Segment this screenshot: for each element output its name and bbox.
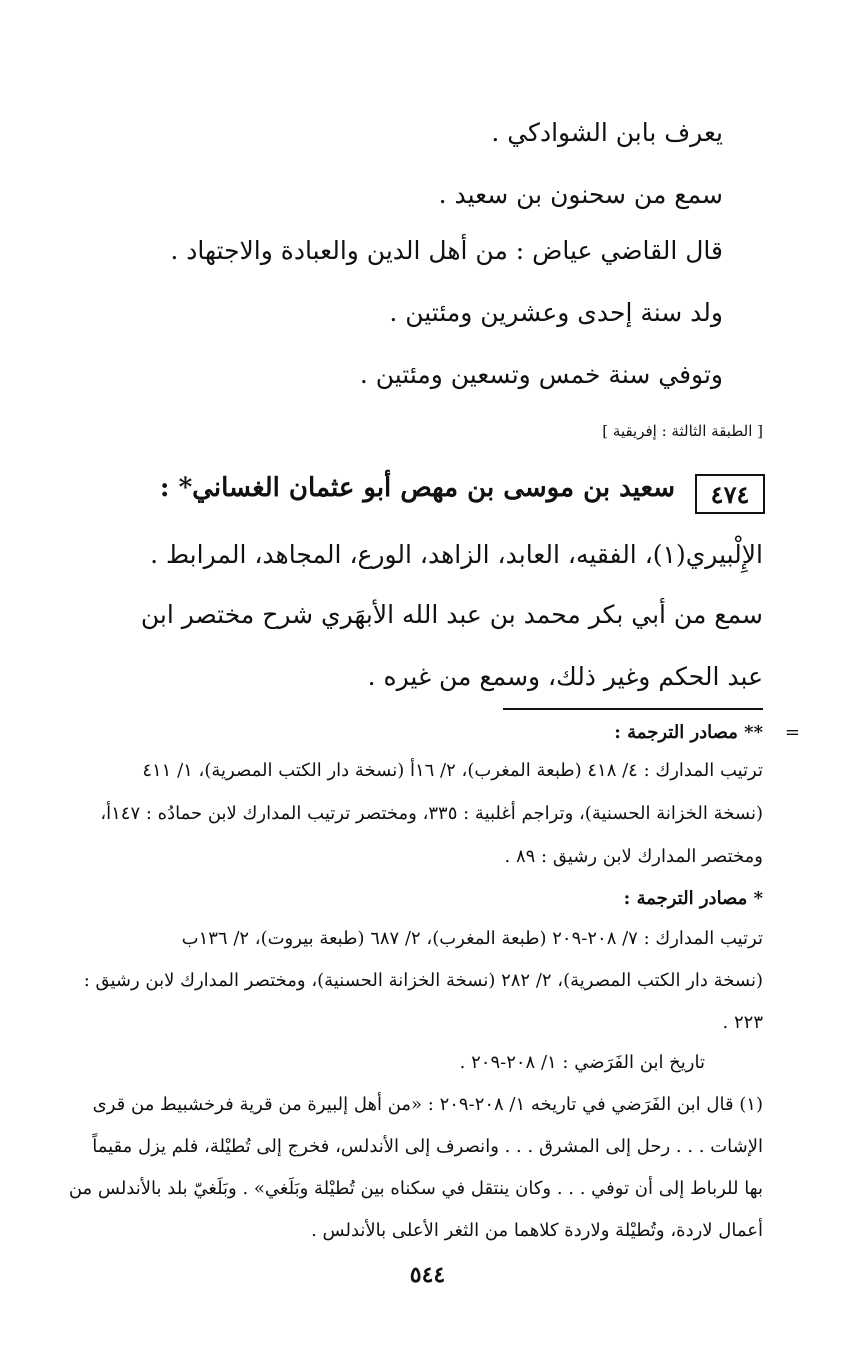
footnote-line: تاريخ ابن الفَرَضي : ١/ ٢٠٨-٢٠٩ . xyxy=(459,1052,705,1073)
footnote-line: بها للرباط إلى أن توفي . . . وكان ينتقل في سكناه بين تُطيْلة وبَلَغي» . وبَلَغيّ بلد بالأندلس من xyxy=(68,1178,763,1199)
footnote-line: ومختصر المدارك لابن رشيق : ٨٩ . xyxy=(504,846,763,867)
sources-heading: ** مصادر الترجمة : xyxy=(614,722,763,743)
tabaqa-label: [ الطبقة الثالثة : إفريقية ] xyxy=(602,422,763,440)
entry-number: ٤٧٤ xyxy=(710,479,750,509)
footnote-line: (نسخة دار الكتب المصرية)، ٢/ ٢٨٢ (نسخة الخزانة الحسنية)، ومختصر المدارك لابن رشيق : xyxy=(83,970,763,991)
main-text-line: وتوفي سنة خمس وتسعين ومئتين . xyxy=(359,360,723,389)
footnote-line: ٢٢٣ . xyxy=(722,1012,763,1033)
footnote-line: (١) قال ابن الفَرَضي في تاريخه ١/ ٢٠٨-٢٠٩ : «من أهل إلبيرة من قرية فرخشبيط من قرى xyxy=(92,1094,763,1115)
main-text-line: ولد سنة إحدى وعشرين ومئتين . xyxy=(389,298,723,327)
footnote-divider xyxy=(503,708,763,710)
entry-number-box xyxy=(695,474,765,514)
entry-title: سعيد بن موسى بن مهص أبو عثمان الغساني* : xyxy=(159,473,675,503)
sources-heading: * مصادر الترجمة : xyxy=(623,888,763,909)
entry-text-line: عبد الحكم وغير ذلك، وسمع من غيره . xyxy=(367,662,763,691)
main-text-line: يعرف بابن الشوادكي . xyxy=(491,118,723,147)
main-text-line: قال القاضي عياض : من أهل الدين والعبادة والاجتهاد . xyxy=(170,236,723,265)
main-text-line: سمع من سحنون بن سعيد . xyxy=(438,180,723,209)
footnote-line: الإشات . . . رحل إلى المشرق . . . وانصرف إلى الأندلس، فخرج إلى تُطيْلة، فلم يزل مقيماً xyxy=(92,1136,763,1157)
entry-text-line: سمع من أبي بكر محمد بن عبد الله الأبهَري شرح مختصر ابن xyxy=(140,600,763,629)
footnote-line: ترتيب المدارك : ٤/ ٤١٨ (طبعة المغرب)، ٢/ ١٦أ (نسخة دار الكتب المصرية)، ١/ ٤١١ xyxy=(142,760,763,781)
footnote-line: (نسخة الخزانة الحسنية)، وتراجم أغلبية : ٣٣٥، ومختصر ترتيب المدارك لابن حمادُه : ١٤٧أ، xyxy=(100,803,763,824)
entry-text-line: الإِلْبيري(١)، الفقيه، العابد، الزاهد، الورع، المجاهد، المرابط . xyxy=(150,540,763,569)
page-number: ٥٤٤ xyxy=(409,1262,446,1288)
footnote-line: أعمال لاردة، وتُطيْلة ولاردة كلاهما من الثغر الأعلى بالأندلس . xyxy=(311,1220,763,1241)
continuation-mark: = xyxy=(784,722,800,743)
footnote-line: ترتيب المدارك : ٧/ ٢٠٨-٢٠٩ (طبعة المغرب)، ٢/ ٦٨٧ (طبعة بيروت)، ٢/ ١٣٦ب xyxy=(181,928,763,949)
